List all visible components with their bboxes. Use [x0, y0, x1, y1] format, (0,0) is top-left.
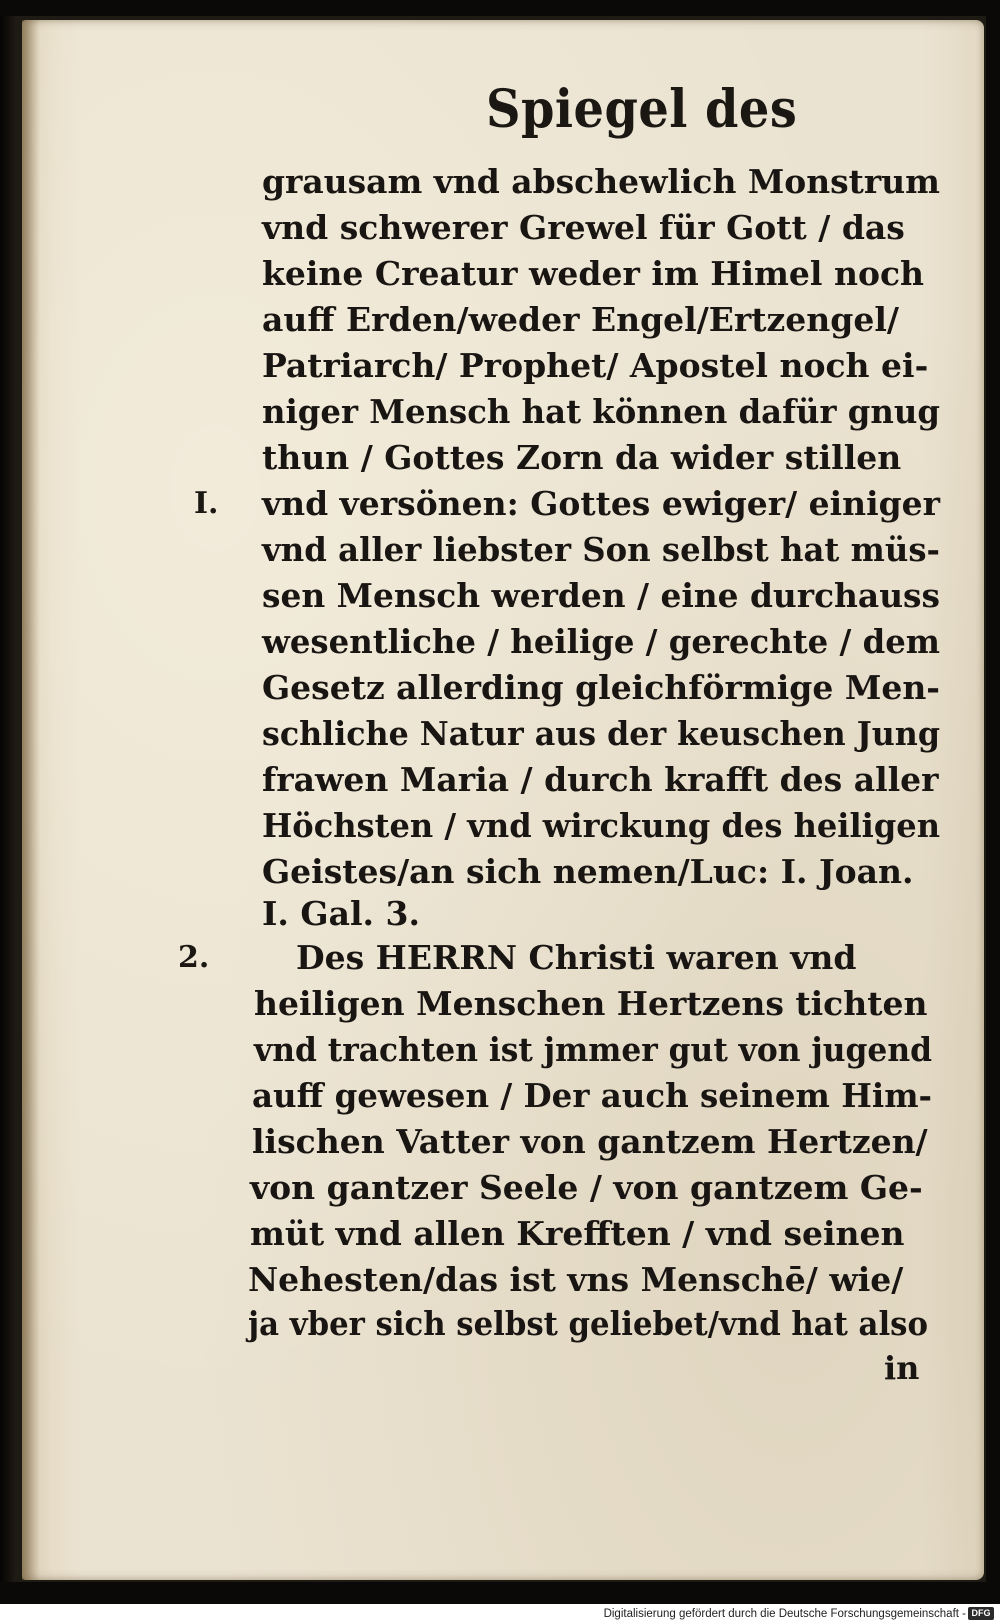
text-line: [296, 936, 932, 980]
footer-credit: Digitalisierung gefördert durch die Deutsche Forschungsgemeinschaft -: [603, 1608, 966, 1620]
text-line-content: auff Erden/weder Engel/Ertzengel/: [262, 300, 899, 339]
text-line-content: wesentliche / heilige / gerechte / dem: [262, 622, 940, 661]
running-title: Spiegel des: [486, 79, 798, 140]
marginal-number: 2.: [178, 940, 210, 975]
text-line: [262, 298, 940, 342]
text-line-content: Patriarch/ Prophet/ Apostel noch ei-: [262, 346, 929, 385]
spine-edge: [0, 0, 14, 1604]
text-line: [262, 804, 940, 848]
text-line-content: lischen Vatter von gantzem Hertzen/: [252, 1122, 928, 1161]
text-line: [252, 1120, 932, 1164]
text-line: [262, 528, 940, 572]
text-line: [262, 206, 940, 250]
text-line-content: sen Mensch werden / eine durchauss: [262, 576, 941, 615]
text-line-content: niger Mensch hat können dafür gnug: [262, 392, 940, 431]
text-line-content: müt vnd allen Krefften / vnd seinen: [250, 1214, 905, 1253]
text-line-content: Geistes/an sich nemen/Luc: I. Joan.: [262, 852, 914, 891]
text-line: [250, 1212, 932, 1256]
text-line-content: Höchsten / vnd wirckung des heiligen: [262, 806, 941, 845]
text-line: [262, 758, 940, 802]
text-line: [262, 620, 940, 664]
text-line: [250, 1166, 932, 1210]
text-line-content: Des HERRN Christi waren vnd: [296, 938, 857, 977]
text-line-content: schliche Natur aus der keuschen Jung: [262, 714, 941, 753]
text-line-content: von gantzer Seele / von gantzem Ge-: [250, 1168, 923, 1207]
text-line-content: vnd schwerer Grewel für Gott / das: [262, 208, 905, 247]
text-line: [254, 1028, 932, 1072]
text-line-content: heiligen Menschen Hertzens tichten: [254, 984, 928, 1023]
text-line-content: vnd versönen: Gottes ewiger/ einiger: [262, 484, 940, 523]
text-line: [262, 390, 940, 434]
text-line: [262, 574, 940, 618]
right-edge: [986, 0, 1000, 1604]
marginal-number: I.: [194, 486, 219, 521]
text-line-content: grausam vnd abschewlich Monstrum: [262, 162, 940, 201]
text-line: [262, 436, 940, 480]
dfg-logo-icon: DFG: [968, 1607, 994, 1620]
text-line-content: auff gewesen / Der auch seinem Him-: [252, 1076, 933, 1115]
text-line: [254, 982, 932, 1026]
text-line: [262, 666, 940, 710]
text-line: [262, 482, 940, 526]
text-line: [262, 892, 940, 936]
catchword: in: [884, 1349, 920, 1387]
text-line-content: vnd aller liebster Son selbst hat müs-: [262, 530, 940, 569]
text-line-content: Gesetz allerding gleichförmige Men-: [262, 668, 941, 707]
text-line-content: thun / Gottes Zorn da wider stillen: [262, 438, 902, 477]
text-line-content: frawen Maria / durch krafft des aller: [262, 760, 939, 799]
text-line: [262, 252, 940, 296]
text-line-content: ja vber sich selbst geliebet/vnd hat also: [248, 1304, 928, 1343]
text-line: [262, 344, 940, 388]
bottom-edge: [0, 1582, 1000, 1604]
text-line: [262, 712, 940, 756]
text-line-content: Nehesten/das ist vns Menschē/ wie/: [248, 1260, 904, 1299]
text-line-content: keine Creatur weder im Himel noch: [262, 254, 925, 293]
text-line: [262, 850, 940, 894]
text-line: [262, 160, 940, 204]
text-line: [248, 1258, 932, 1302]
top-edge: [0, 0, 1000, 16]
text-line-content: I. Gal. 3.: [262, 894, 420, 933]
text-line: [252, 1074, 932, 1118]
text-line-content: vnd trachten ist jmmer gut von jugend: [254, 1030, 932, 1069]
gutter-shadow: [22, 20, 40, 1580]
text-line: [248, 1302, 928, 1346]
